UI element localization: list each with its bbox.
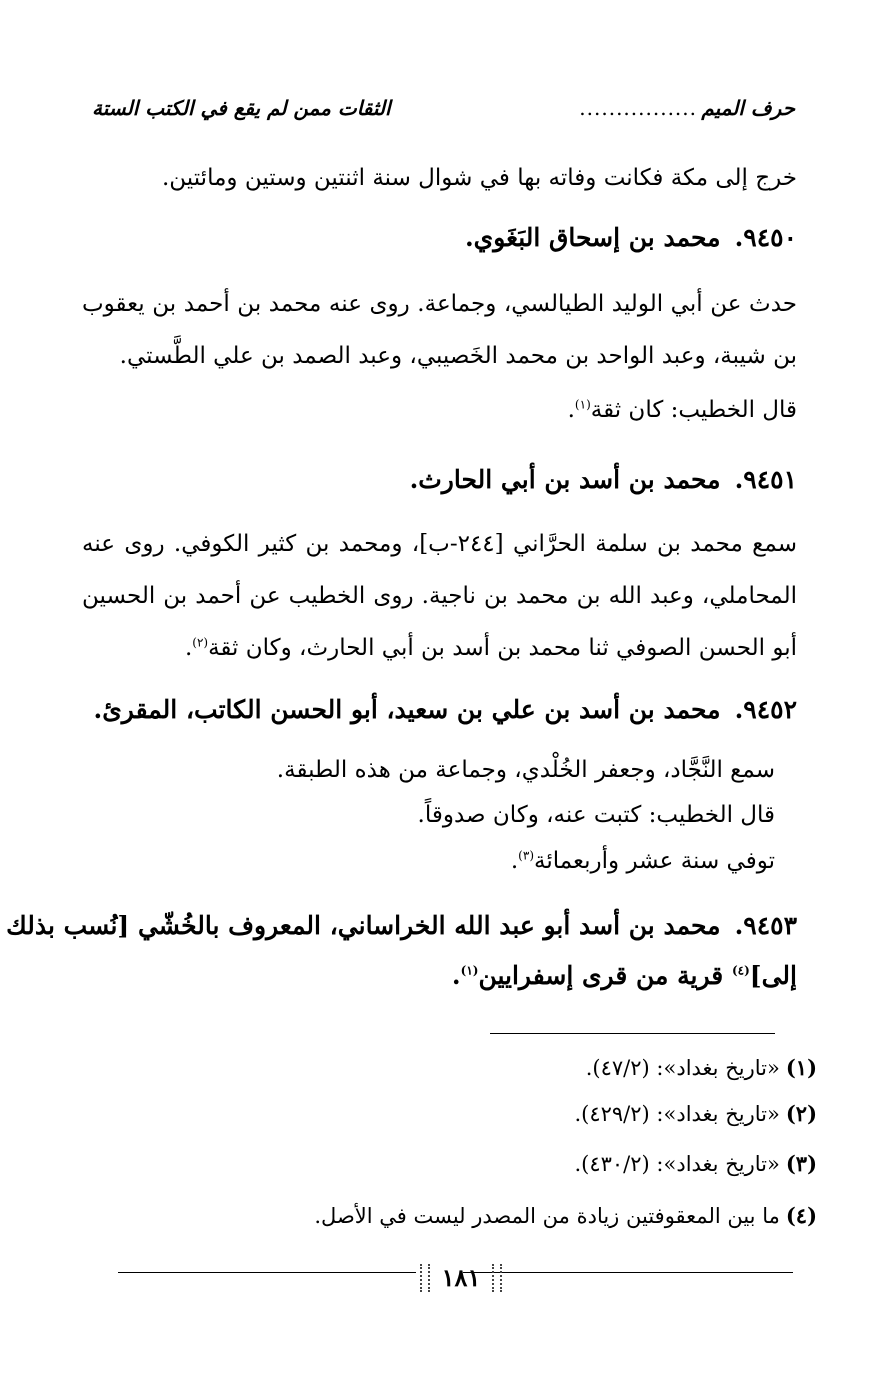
entry-title-9450 xyxy=(465,218,797,258)
footnote-text: «تاريخ بغداد»: (٤٢٩/٢). xyxy=(574,1102,780,1126)
entry-body-9450: حدث عن أبي الوليد الطيالسي، وجماعة. روى عنه محمد بن أحمد بن يعقوب بن شيبة، وعبد الواحد بن محمد الخَصيبي، وعبد الصمد بن علي الطَّستي. xyxy=(82,291,797,369)
entry-name: محمد بن أسد بن علي بن سعيد، أبو الحسن الكاتب، المقرئ. xyxy=(93,695,721,724)
footnote-1 xyxy=(586,1052,817,1084)
entry-name: محمد بن إسحاق البَغَوي. xyxy=(464,223,721,252)
footnote-text: ما بين المعقوفتين زيادة من المصدر ليست في الأصل. xyxy=(314,1204,780,1228)
entry-title-9453-cont xyxy=(452,956,797,996)
header-book-title: الثقات ممن لم يقع في الكتب الستة xyxy=(92,96,391,120)
footer-rule-right xyxy=(463,1272,793,1273)
period: . xyxy=(567,397,575,423)
header-dots: ................ xyxy=(579,96,697,120)
ornament-right xyxy=(492,1264,502,1292)
ornament-left xyxy=(420,1264,430,1292)
footer-rule-left xyxy=(118,1272,416,1273)
period: . xyxy=(184,635,193,661)
footnote-number: (٤) xyxy=(785,1203,817,1228)
entry-number: ٩٤٥١. xyxy=(734,465,797,494)
footnote-ref: (٢) xyxy=(192,635,209,650)
footnote-number: (٢) xyxy=(785,1101,817,1126)
note-text: قال الخطيب: كان ثقة xyxy=(590,397,797,423)
entry-line-3 xyxy=(511,843,775,879)
page-number-text: ١٨١ xyxy=(441,1263,481,1292)
entry-name-cont: قرية من قرى إسفرايين xyxy=(478,961,724,990)
page-number xyxy=(420,1258,502,1298)
footnote-ref: (٣) xyxy=(518,848,534,863)
running-header xyxy=(92,92,795,132)
period: . xyxy=(510,848,519,874)
entry-number: ٩٤٥٢. xyxy=(734,695,797,724)
entry-number: ٩٤٥٠. xyxy=(734,223,797,252)
period: . xyxy=(451,961,461,990)
footnote-2 xyxy=(574,1098,817,1130)
entry-body-9451 xyxy=(82,518,797,674)
footnote-4 xyxy=(314,1200,817,1232)
header-chapter: حرف الميم xyxy=(701,96,795,120)
footnote-separator xyxy=(490,1033,775,1034)
entry-number: ٩٤٥٣. xyxy=(734,911,797,940)
footnote-text: «تاريخ بغداد»: (٤٣٠/٢). xyxy=(574,1152,780,1176)
footnote-number: (٣) xyxy=(785,1151,817,1176)
entry-line-2: قال الخطيب: كتبت عنه، وكان صدوقاً. xyxy=(417,802,775,828)
footnote-ref: (١) xyxy=(460,963,479,978)
entry-text: توفي سنة عشر وأربعمائة xyxy=(534,848,775,874)
footnote-3 xyxy=(574,1148,817,1180)
footnote-ref: (٤) xyxy=(731,963,750,978)
entry-note-9450 xyxy=(568,392,797,428)
entry-title-9452 xyxy=(94,690,797,730)
continuation-line: خرج إلى مكة فكانت وفاته بها في شوال سنة اثنتين وستين ومائتين. xyxy=(161,165,797,191)
footnote-text: «تاريخ بغداد»: (٤٧/٢). xyxy=(585,1056,780,1080)
footnote-number: (١) xyxy=(785,1055,817,1080)
footnote-ref: (١) xyxy=(574,397,591,412)
entry-name-cont: إلى] xyxy=(749,961,797,990)
entry-title-9451 xyxy=(410,460,797,500)
entry-title-9453 xyxy=(6,906,797,946)
entry-line-1: سمع النَّجَّاد، وجعفر الخُلْدي، وجماعة من هذه الطبقة. xyxy=(276,757,775,783)
entry-name: محمد بن أسد بن أبي الحارث. xyxy=(409,465,721,494)
entry-name: محمد بن أسد أبو عبد الله الخراساني، المعروف بالخُشّي [نُسب بذلك xyxy=(6,911,721,940)
entry-text: سمع محمد بن سلمة الحرَّاني [٢٤٤-ب]، ومحمد بن كثير الكوفي. روى عنه المحاملي، وعبد الله بن محمد بن ناجية. روى الخطيب عن أحمد بن الحسين أبو الحسن الصوفي ثنا محمد بن أسد بن أبي الحارث، وكان ثقة xyxy=(82,531,797,661)
